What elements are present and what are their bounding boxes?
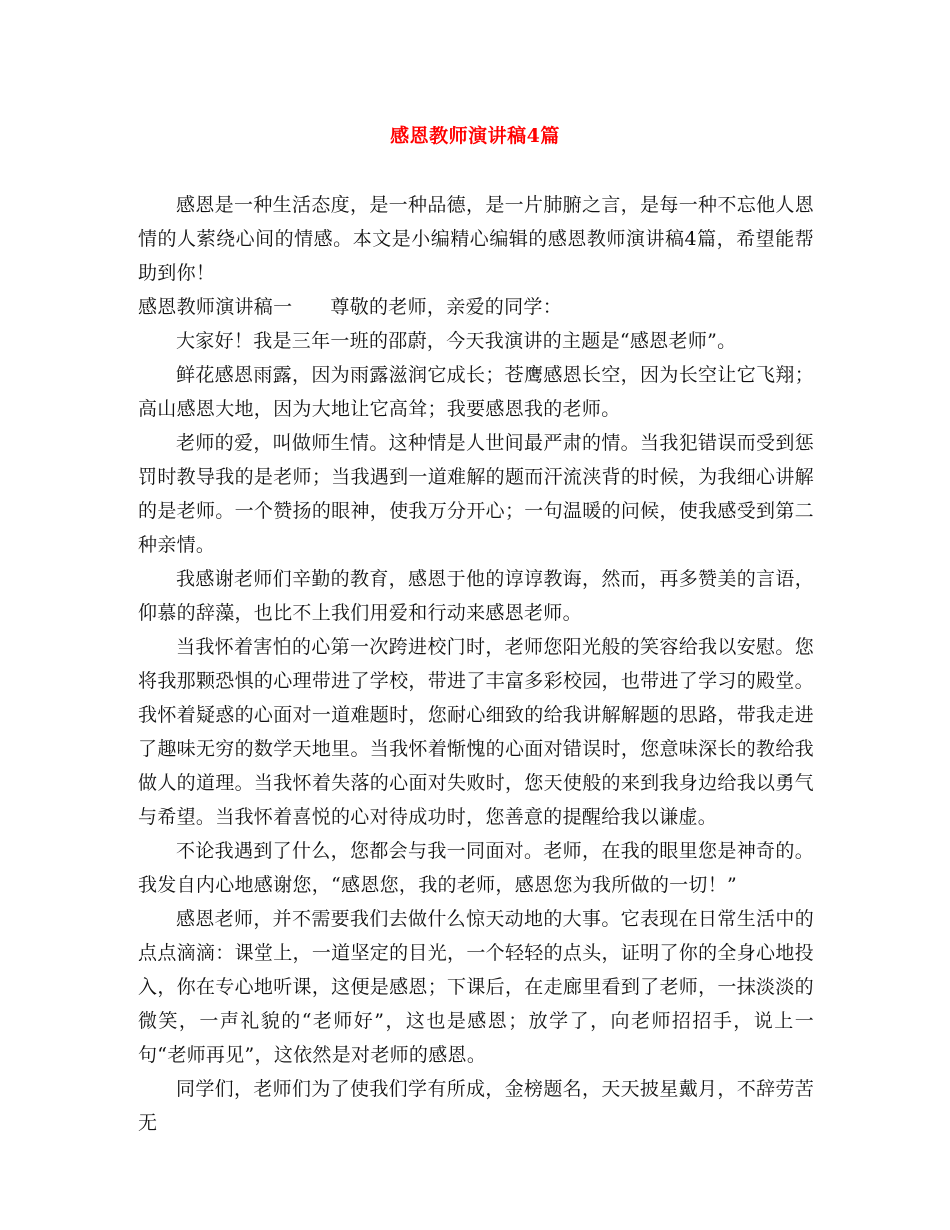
- section-heading: 感恩教师演讲稿一: [138, 296, 293, 318]
- body-paragraph: 老师的爱，叫做师生情。这种情是人世间最严肃的情。当我犯错误而受到惩罚时教导我的是老师；当我遇到一道难解的题而汗流浃背的时候，为我细心讲解的是老师。一个赞扬的眼神，使我万分开心；一句温暖的问候，使我感受到第二种亲情。: [138, 432, 814, 556]
- section-heading-line: [138, 290, 814, 324]
- body-paragraph: 大家好！我是三年一班的邵蔚，今天我演讲的主题是“感恩老师”。: [176, 330, 737, 352]
- body-paragraph: 感恩老师，并不需要我们去做什么惊天动地的大事。它表现在日常生活中的点点滴滴：课堂上，一道坚定的目光，一个轻轻的点头，证明了你的全身心地投入，你在专心地听课，这便是感恩；下课后，在走廊里看到了老师，一抹淡淡的微笑，一声礼貌的“老师好”，这也是感恩；放学了，向老师招招手，说上一句“老师再见”，这依然是对老师的感恩。: [138, 908, 814, 1066]
- body-paragraph: 鲜花感恩雨露，因为雨露滋润它成长；苍鹰感恩长空，因为长空让它飞翔；高山感恩大地，因为大地让它高耸；我要感恩我的老师。: [138, 364, 814, 420]
- body-paragraph: 我感谢老师们辛勤的教育，感恩于他的谆谆教诲，然而，再多赞美的言语，仰慕的辞藻，也比不上我们用爱和行动来感恩老师。: [138, 568, 814, 624]
- document-title: 感恩教师演讲稿4篇: [390, 125, 560, 147]
- document-body: [138, 188, 814, 1140]
- intro-paragraph: 感恩是一种生活态度，是一种品德，是一片肺腑之言，是每一种不忘他人恩情的人萦绕心间的情感。本文是小编精心编辑的感恩教师演讲稿4篇，希望能帮助到你！: [138, 194, 814, 284]
- body-paragraph: 同学们，老师们为了使我们学有所成，金榜题名，天天披星戴月，不辞劳苦无: [138, 1078, 814, 1134]
- body-paragraph: 当我怀着害怕的心第一次跨进校门时，老师您阳光般的笑容给我以安慰。您将我那颗恐惧的心理带进了学校，带进了丰富多彩校园，也带进了学习的殿堂。我怀着疑惑的心面对一道难题时，您耐心细致的给我讲解解题的思路，带我走进了趣味无穷的数学天地里。当我怀着惭愧的心面对错误时，您意味深长的教给我做人的道理。当我怀着失落的心面对失败时，您天使般的来到我身边给我以勇气与希望。当我怀着喜悦的心对待成功时，您善意的提醒给我以谦虚。: [138, 636, 814, 828]
- body-paragraph: 不论我遇到了什么，您都会与我一同面对。老师，在我的眼里您是神奇的。我发自内心地感谢您，“感恩您，我的老师，感恩您为我所做的一切！”: [138, 840, 814, 896]
- salutation: 尊敬的老师，亲爱的同学：: [330, 296, 563, 318]
